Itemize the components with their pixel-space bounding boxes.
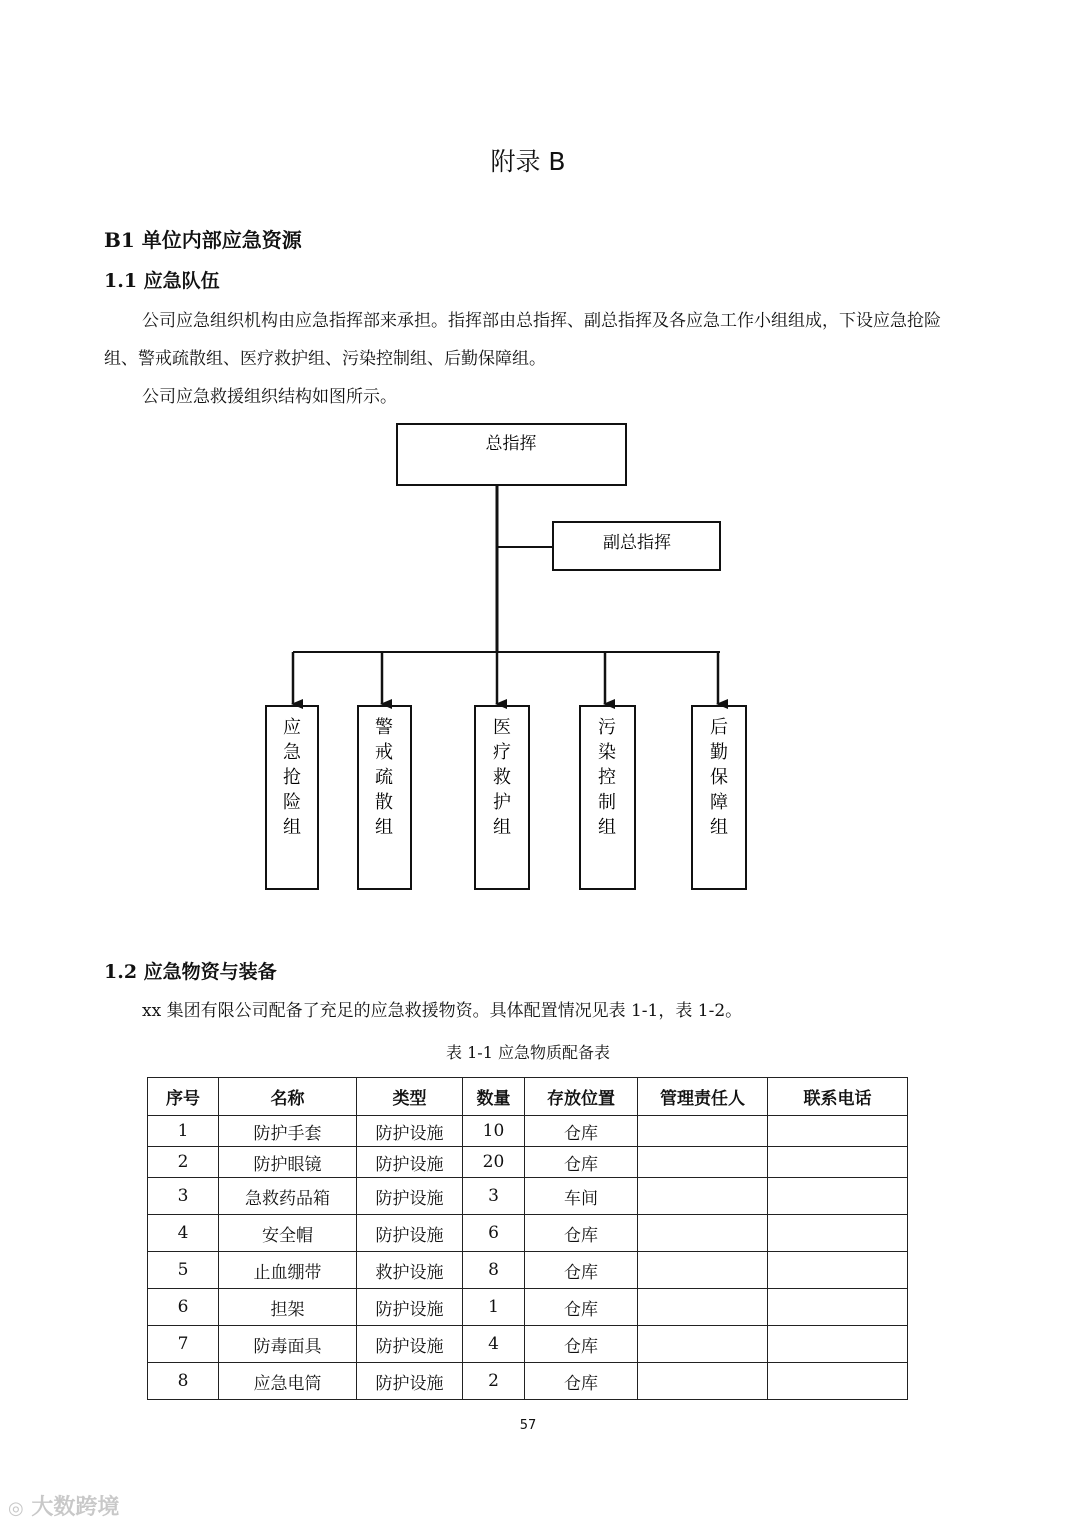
section-1-2-heading: 1.2 应急物资与装备 xyxy=(104,961,277,983)
watermark-text xyxy=(8,1490,119,1521)
table-cell: 8 xyxy=(463,1252,525,1289)
table-row xyxy=(148,1252,908,1289)
header-quantity: 数量 xyxy=(463,1078,525,1116)
group-2-char-3: 疏 xyxy=(375,767,393,788)
table-cell: 仓库 xyxy=(525,1116,638,1147)
header-name: 名称 xyxy=(219,1078,357,1116)
table-cell: 救护设施 xyxy=(357,1252,463,1289)
chart-label-deputy: 副总指挥 xyxy=(603,533,671,553)
table-cell: 20 xyxy=(463,1147,525,1178)
section-b1-heading: B1 单位内部应急资源 xyxy=(104,228,302,252)
table-cell: 2 xyxy=(148,1147,219,1178)
table-cell: 止血绷带 xyxy=(219,1252,357,1289)
table-cell xyxy=(768,1147,908,1178)
section-1-1-heading: 1.1 应急队伍 xyxy=(104,270,220,292)
table-cell: 防护眼镜 xyxy=(219,1147,357,1178)
table-cell xyxy=(768,1326,908,1363)
group-3-char-5: 组 xyxy=(493,817,511,838)
table-cell xyxy=(768,1178,908,1215)
table-caption: 表 1-1 应急物质配备表 xyxy=(446,1043,610,1062)
paragraph-emergency-team: 公司应急组织机构由应急指挥部来承担。指挥部由总指挥、副总指挥及各应急工作小组组成，下设应急抢险组、警戒疏散组、医疗救护组、污染控制组、后勤保障组。 xyxy=(104,311,941,369)
header-phone: 联系电话 xyxy=(768,1078,908,1116)
table-cell xyxy=(768,1363,908,1400)
group-1-char-2: 急 xyxy=(283,742,301,763)
watermark-logo-icon: ◎ xyxy=(8,1498,24,1519)
table-cell: 防护设施 xyxy=(357,1147,463,1178)
group-5-char-3: 保 xyxy=(710,767,728,788)
table-cell: 4 xyxy=(463,1326,525,1363)
table-row xyxy=(148,1147,908,1178)
table-row xyxy=(148,1289,908,1326)
table-cell: 仓库 xyxy=(525,1147,638,1178)
group-2-char-4: 散 xyxy=(375,792,393,813)
table-cell: 8 xyxy=(148,1363,219,1400)
group-3-char-3: 救 xyxy=(493,767,511,788)
table-cell: 防护设施 xyxy=(357,1326,463,1363)
table-cell xyxy=(638,1147,768,1178)
table-cell xyxy=(768,1289,908,1326)
table-cell: 7 xyxy=(148,1326,219,1363)
group-2-char-1: 警 xyxy=(375,717,393,738)
header-type: 类型 xyxy=(357,1078,463,1116)
header-location: 存放位置 xyxy=(525,1078,638,1116)
table-cell xyxy=(638,1215,768,1252)
table-cell: 4 xyxy=(148,1215,219,1252)
chart-label-commander: 总指挥 xyxy=(485,434,537,454)
table-cell: 车间 xyxy=(525,1178,638,1215)
table-row xyxy=(148,1363,908,1400)
table-cell: 担架 xyxy=(219,1289,357,1326)
table-cell: 防护手套 xyxy=(219,1116,357,1147)
chart-group-labels xyxy=(283,717,728,838)
table-cell xyxy=(638,1289,768,1326)
table-cell xyxy=(768,1215,908,1252)
table-cell: 3 xyxy=(148,1178,219,1215)
paragraph-org-chart-intro: 公司应急救援组织结构如图所示。 xyxy=(142,387,397,407)
table-cell: 防护设施 xyxy=(357,1215,463,1252)
table-cell: 6 xyxy=(148,1289,219,1326)
table-cell: 安全帽 xyxy=(219,1215,357,1252)
table-cell: 防护设施 xyxy=(357,1289,463,1326)
table-cell: 6 xyxy=(463,1215,525,1252)
table-cell: 仓库 xyxy=(525,1215,638,1252)
materials-table xyxy=(147,1077,908,1400)
table-cell: 10 xyxy=(463,1116,525,1147)
table-cell xyxy=(768,1252,908,1289)
group-4-char-4: 制 xyxy=(598,792,616,813)
paragraph-materials-intro: xx 集团有限公司配备了充足的应急救援物资。具体配置情况见表 1-1，表 1-2。 xyxy=(142,1001,743,1021)
group-2-char-5: 组 xyxy=(375,817,393,838)
table-cell: 1 xyxy=(148,1116,219,1147)
group-3-char-2: 疗 xyxy=(493,742,511,763)
table-cell: 仓库 xyxy=(525,1289,638,1326)
header-index: 序号 xyxy=(148,1078,219,1116)
group-1-char-5: 组 xyxy=(283,817,301,838)
group-2-char-2: 戒 xyxy=(375,742,393,763)
group-4-char-2: 染 xyxy=(598,742,616,763)
table-row xyxy=(148,1215,908,1252)
group-5-char-5: 组 xyxy=(710,817,728,838)
table-cell xyxy=(638,1326,768,1363)
header-manager: 管理责任人 xyxy=(638,1078,768,1116)
group-3-char-4: 护 xyxy=(493,792,511,813)
group-4-char-1: 污 xyxy=(598,717,616,738)
table-cell xyxy=(638,1178,768,1215)
group-3-char-1: 医 xyxy=(493,717,511,738)
table-cell: 仓库 xyxy=(525,1363,638,1400)
table-cell: 急救药品箱 xyxy=(219,1178,357,1215)
table-cell: 5 xyxy=(148,1252,219,1289)
group-5-char-1: 后 xyxy=(710,717,728,738)
table-cell: 3 xyxy=(463,1178,525,1215)
group-5-char-2: 勤 xyxy=(710,742,728,763)
table-cell: 仓库 xyxy=(525,1326,638,1363)
group-1-char-3: 抢 xyxy=(283,767,301,788)
table-cell xyxy=(638,1252,768,1289)
table-cell: 防护设施 xyxy=(357,1178,463,1215)
table-cell: 应急电筒 xyxy=(219,1363,357,1400)
table-row xyxy=(148,1326,908,1363)
group-4-char-5: 组 xyxy=(598,817,616,838)
table-cell: 仓库 xyxy=(525,1252,638,1289)
table-row xyxy=(148,1178,908,1215)
watermark-label: 大数跨境 xyxy=(31,1495,120,1520)
page-number: 57 xyxy=(519,1418,537,1433)
group-4-char-3: 控 xyxy=(598,767,616,788)
table-cell: 防护设施 xyxy=(357,1363,463,1400)
appendix-title: 附录 B xyxy=(490,147,566,176)
table-cell: 1 xyxy=(463,1289,525,1326)
table-cell xyxy=(768,1116,908,1147)
table-cell: 2 xyxy=(463,1363,525,1400)
table-header-row xyxy=(148,1078,908,1116)
group-1-char-4: 险 xyxy=(283,792,301,813)
table-cell: 防毒面具 xyxy=(219,1326,357,1363)
table-cell xyxy=(638,1363,768,1400)
group-1-char-1: 应 xyxy=(283,717,301,738)
table-cell: 防护设施 xyxy=(357,1116,463,1147)
table-body xyxy=(148,1116,908,1400)
group-5-char-4: 障 xyxy=(710,792,728,813)
table-row xyxy=(148,1116,908,1147)
table-cell xyxy=(638,1116,768,1147)
